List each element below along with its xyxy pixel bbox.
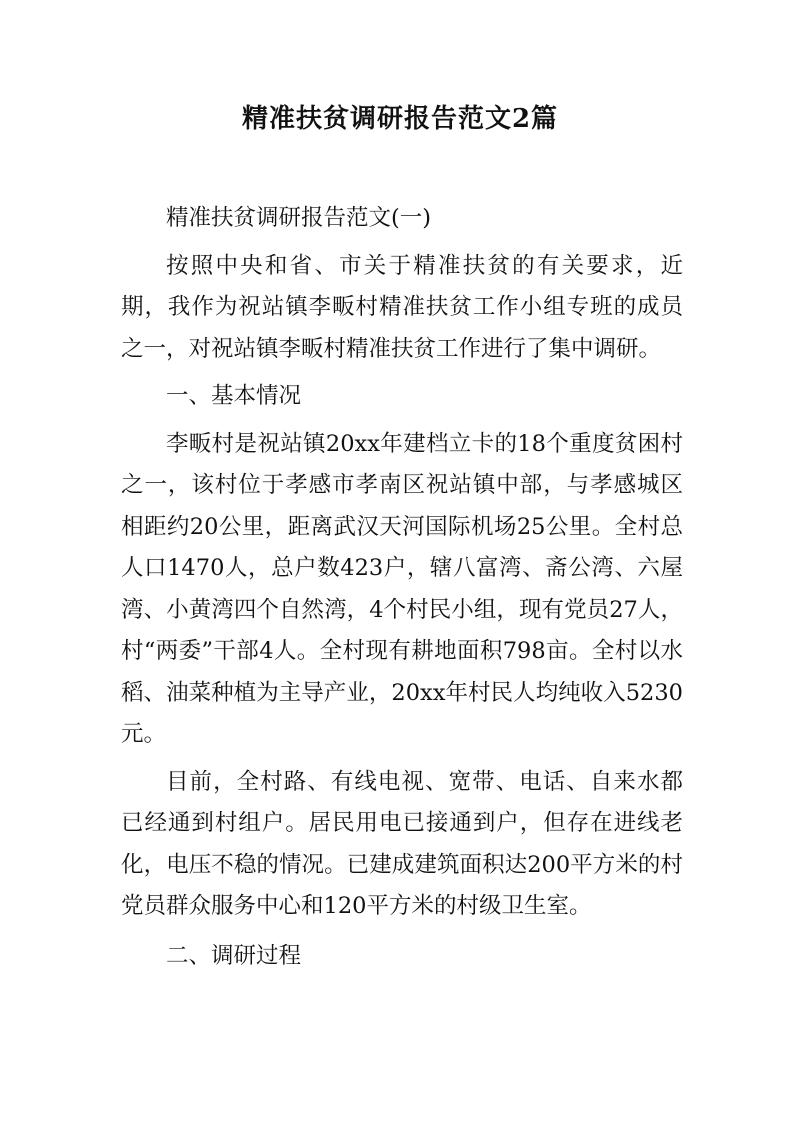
heading-basic-situation: 一、基本情况 — [166, 383, 302, 409]
intro-paragraph: 按照中央和省、市关于精准扶贫的有关要求，近期，我作为祝站镇李畈村精准扶贫工作小组专班的成员之一，对祝站镇李畈村精准扶贫工作进行了集中调研。 — [121, 252, 683, 362]
section-subtitle: 精准扶贫调研报告范文(一) — [166, 205, 432, 231]
document-title: 精准扶贫调研报告范文2篇 — [241, 104, 559, 134]
infrastructure-paragraph: 目前，全村路、有线电视、宽带、电话、自来水都已经通到村组户。居民用电已接通到户，但存在进线老化，电压不稳的情况。已建成建筑面积达200平方米的村党员群众服务中心和120平方米的村级卫生室。 — [121, 768, 683, 919]
document-body — [121, 198, 683, 983]
basic-situation-paragraph: 李畈村是祝站镇20xx年建档立卡的18个重度贫困村之一，该村位于孝感市孝南区祝站镇中部，与孝感城区相距约20公里，距离武汉天河国际机场25公里。全村总人口1470人，总户数423户，辖八富湾、斋公湾、六屋湾、小黄湾四个自然湾，4个村民小组，现有党员27人，村“两委”干部4人。全村现有耕地面积798亩。全村以水稻、油菜种植为主导产业，20xx年村民人均纯收入5230元。 — [121, 430, 683, 747]
heading-research-process: 二、调研过程 — [166, 942, 302, 969]
